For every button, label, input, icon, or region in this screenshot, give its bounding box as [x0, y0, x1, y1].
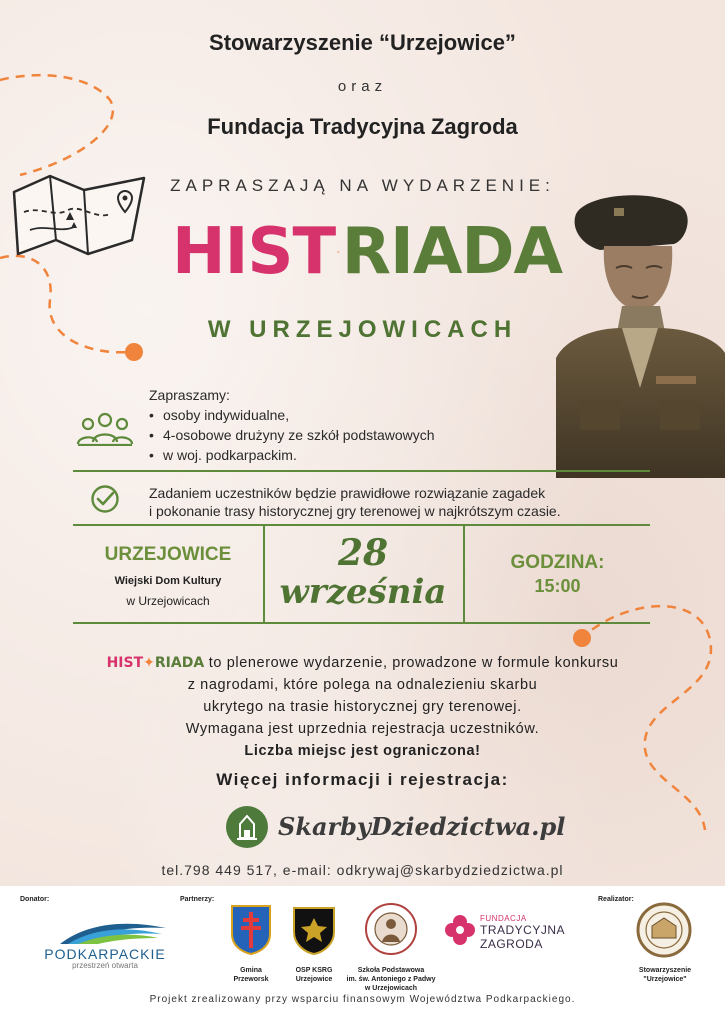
podkarpackie-logo-icon [58, 918, 168, 946]
foundation-line: FUNDACJA [480, 914, 527, 923]
donor-name: PODKARPACKIE [44, 946, 166, 962]
organizer-1: Stowarzyszenie “Urzejowice” [209, 30, 516, 55]
description-line: HIST✦RIADA to plenerowe wydarzenie, prowadzone w formule konkursu [106, 655, 619, 671]
event-logo [172, 212, 562, 292]
osp-shield-icon [290, 904, 338, 956]
partner-1-caption: Gmina Przeworsk [233, 967, 269, 983]
mini-logo: HIST✦RIADA [106, 655, 205, 671]
brand-right: RIADA [341, 215, 562, 289]
description-line: Liczba miejsc jest ograniczona! [244, 743, 481, 759]
place-title: URZEJOWICE [104, 544, 232, 565]
event-description [0, 652, 725, 762]
compass-icon [337, 219, 340, 285]
urzejowice-stamp-icon [636, 902, 692, 958]
task-line: i pokonanie trasy historycznej gry terenowej w najkrótszym czasie. [149, 503, 561, 519]
description-line: ukrytego na trasie historycznej gry terenowej. [203, 699, 522, 715]
task-description [149, 484, 649, 520]
donor-label: Donator: [20, 896, 50, 903]
partner-3-caption: Szkoła Podstawowa im. św. Antoniego z Padwy w Urzejowicach [346, 967, 436, 992]
date-day: 28 [337, 532, 389, 574]
soldier-portrait [556, 188, 725, 478]
list-item: • 4-osobowe drużyny ze szkół podstawowych [149, 425, 435, 445]
invited-intro: Zapraszamy: [149, 387, 230, 403]
conjunction-text: oraz [337, 78, 388, 95]
registration-heading: Więcej informacji i rejestracja: [216, 770, 509, 789]
partners-label: Partnerzy: [180, 896, 215, 903]
task-line: Zadaniem uczestników będzie prawidłowe rozwiązanie zagadek [149, 485, 546, 501]
list-item: • osoby indywidualne, [149, 405, 435, 425]
place-venue: Wiejski Dom Kultury [114, 575, 222, 587]
divider-line [73, 622, 650, 624]
invited-list [149, 385, 435, 465]
realizer-label: Realizator: [598, 896, 634, 903]
list-item: • w woj. podkarpackim. [149, 445, 435, 465]
partner-2-caption: OSP KSRG Urzejowice [295, 967, 333, 983]
invite-line: ZAPRASZAJĄ NA WYDARZENIE: [170, 176, 555, 195]
event-subtitle: W URZEJOWICACH [207, 316, 518, 343]
people-icon [76, 410, 134, 446]
gmina-coat-of-arms-icon [230, 904, 272, 956]
donor-tagline: przestrzeń otwarta [72, 961, 138, 970]
realizer-caption: Stowarzyszenie "Urzejowice" [638, 967, 692, 983]
foundation-flower-icon [444, 914, 476, 946]
time-label: GODZINA: [510, 552, 605, 573]
brand-left: HIST [172, 215, 336, 289]
description-line: Wymagana jest uprzednia rejestracja uczestników. [185, 721, 540, 737]
foundation-line: ZAGRODA [480, 937, 543, 951]
school-seal-icon [364, 902, 418, 956]
organizer-2: Fundacja Tradycyjna Zagroda [207, 114, 518, 139]
divider-line [73, 524, 650, 526]
divider-line [73, 470, 650, 472]
date-month: września [279, 572, 447, 612]
description-line: z nagrodami, które polega na odnalezieniu skarbu [187, 677, 538, 693]
funding-note: Projekt zrealizowany przy wsparciu finansowym Województwa Podkarpackiego. [149, 994, 576, 1005]
check-icon [90, 484, 120, 514]
site-logo-icon [226, 806, 268, 848]
contact-info: tel.798 449 517, e-mail: odkrywaj@skarbydziedzictwa.pl [161, 862, 564, 878]
foundation-line: TRADYCYJNA [480, 923, 566, 937]
time-value: 15:00 [534, 576, 581, 596]
place-location: w Urzejowicach [126, 594, 210, 608]
divider-line [463, 524, 465, 624]
site-link[interactable]: SkarbyDziedzictwa.pl [278, 812, 566, 841]
